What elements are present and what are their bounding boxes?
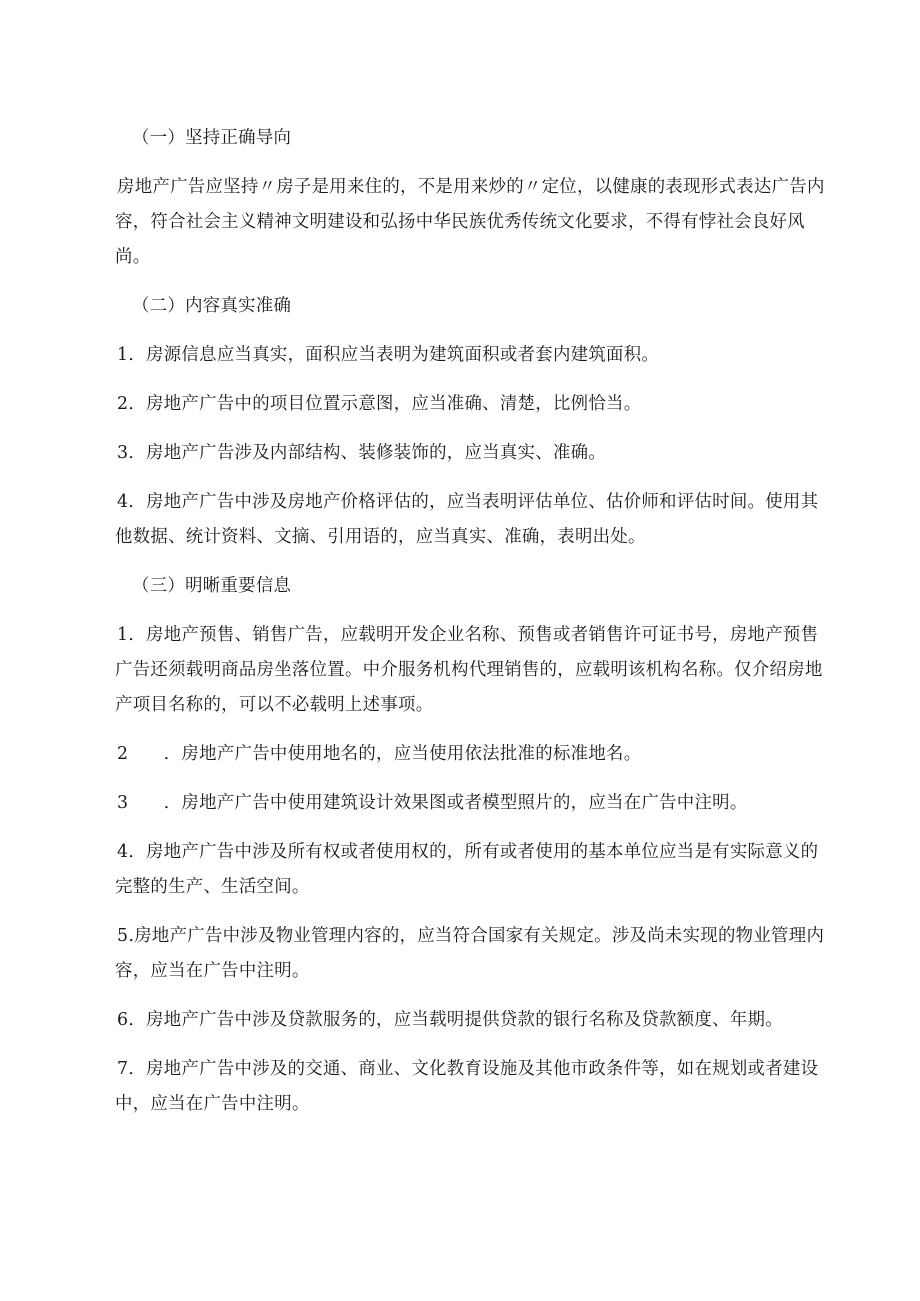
section-heading-2: （二）内容真实准确	[132, 296, 292, 316]
paragraph-2-3: 3．房地产广告涉及内部结构、装修装饰的，应当真实、准确。	[117, 443, 607, 463]
paragraph-3-1: 1．房地产预售、销售广告，应载明开发企业名称、预售或者销售许可证书号，房地产预售广告还须载明商品房坐落位置。中介服务机构代理销售的，应载明该机构名称。仅介绍房地产项目名称的，可以不必载明上述事项。	[115, 625, 823, 715]
paragraph-2-2: 2．房地产广告中的项目位置示意图，应当准确、清楚，比例恰当。	[117, 394, 642, 414]
paragraph-1-1: 房地产广告应坚持〃房子是用来住的，不是用来炒的〃定位，以健康的表现形式表达广告内容，符合社会主义精神文明建设和弘扬中华民族优秀传统文化要求，不得有悖社会良好风尚。	[115, 177, 825, 267]
section-heading-1: （一）坚持正确导向	[132, 128, 292, 148]
section-heading-3: （三）明晰重要信息	[132, 576, 292, 596]
paragraph-3-3: 3 ．房地产广告中使用建筑设计效果图或者模型照片的，应当在广告中注明。	[117, 793, 748, 813]
paragraph-2-4: 4．房地产广告中涉及房地产价格评估的，应当表明评估单位、估价师和评估时间。使用其他数据、统计资料、文摘、引用语的，应当真实、准确，表明出处。	[115, 492, 819, 547]
paragraph-2-1: 1．房源信息应当真实，面积应当表明为建筑面积或者套内建筑面积。	[117, 345, 660, 365]
paragraph-3-5: 5.房地产广告中涉及物业管理内容的，应当符合国家有关规定。涉及尚未实现的物业管理内容，应当在广告中注明。	[115, 926, 825, 981]
paragraph-3-7: 7．房地产广告中涉及的交通、商业、文化教育设施及其他市政条件等，如在规划或者建设中，应当在广告中注明。	[115, 1059, 819, 1114]
paragraph-3-6: 6．房地产广告中涉及贷款服务的，应当载明提供贷款的银行名称及贷款额度、年期。	[117, 1010, 783, 1030]
paragraph-3-4: 4．房地产广告中涉及所有权或者使用权的，所有或者使用的基本单位应当是有实际意义的完整的生产、生活空间。	[115, 842, 819, 897]
paragraph-3-2: 2 ．房地产广告中使用地名的，应当使用依法批准的标准地名。	[117, 744, 642, 764]
